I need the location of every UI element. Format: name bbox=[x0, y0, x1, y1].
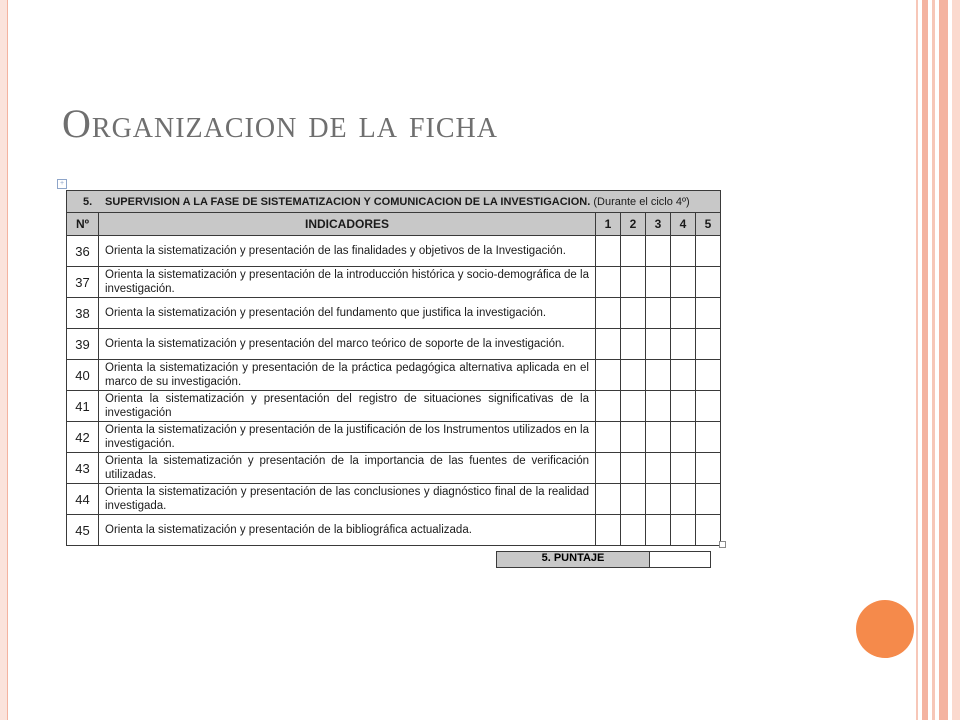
score-cell-4[interactable] bbox=[671, 298, 696, 329]
score-cell-1[interactable] bbox=[596, 329, 621, 360]
section-note: (Durante el ciclo 4º) bbox=[593, 195, 690, 208]
score-cell-2[interactable] bbox=[621, 360, 646, 391]
score-cell-5[interactable] bbox=[696, 391, 721, 422]
section-header-cell bbox=[67, 191, 721, 213]
score-cell-3[interactable] bbox=[646, 391, 671, 422]
score-cell-3[interactable] bbox=[646, 236, 671, 267]
section-header-row bbox=[67, 191, 721, 213]
row-number: 43 bbox=[67, 453, 99, 484]
score-cell-4[interactable] bbox=[671, 267, 696, 298]
score-cell-2[interactable] bbox=[621, 422, 646, 453]
score-cell-3[interactable] bbox=[646, 298, 671, 329]
score-cell-1[interactable] bbox=[596, 422, 621, 453]
score-cell-1[interactable] bbox=[596, 298, 621, 329]
row-number: 42 bbox=[67, 422, 99, 453]
score-cell-5[interactable] bbox=[696, 267, 721, 298]
score-cell-5[interactable] bbox=[696, 298, 721, 329]
table-row bbox=[67, 484, 721, 515]
table-row bbox=[67, 453, 721, 484]
indicator-text: Orienta la sistematización y presentación de la bibliográfica actualizada. bbox=[99, 515, 596, 546]
indicator-text: Orienta la sistematización y presentación de la introducción histórica y socio-demográfica de la investigación. bbox=[99, 267, 596, 298]
indicator-text: Orienta la sistematización y presentación de la importancia de las fuentes de verificación utilizadas. bbox=[99, 453, 596, 484]
indicator-text: Orienta la sistematización y presentación del marco teórico de soporte de la investigación. bbox=[99, 329, 596, 360]
column-header-score-5: 5 bbox=[696, 213, 721, 236]
column-header-score-3: 3 bbox=[646, 213, 671, 236]
table-move-handle-icon[interactable]: + bbox=[57, 179, 67, 189]
orange-circle-decoration bbox=[856, 600, 914, 658]
row-number: 45 bbox=[67, 515, 99, 546]
score-cell-5[interactable] bbox=[696, 360, 721, 391]
column-header-score-1: 1 bbox=[596, 213, 621, 236]
section-title: SUPERVISION A LA FASE DE SISTEMATIZACION Y COMUNICACION DE LA INVESTIGACION. bbox=[105, 195, 591, 208]
indicator-text: Orienta la sistematización y presentación del fundamento que justifica la investigación. bbox=[99, 298, 596, 329]
column-header-number: Nº bbox=[67, 213, 99, 236]
score-cell-2[interactable] bbox=[621, 515, 646, 546]
score-cell-1[interactable] bbox=[596, 236, 621, 267]
table-row bbox=[67, 267, 721, 298]
indicator-text: Orienta la sistematización y presentación de las finalidades y objetivos de la Investigación. bbox=[99, 236, 596, 267]
table-row bbox=[67, 236, 721, 267]
score-cell-2[interactable] bbox=[621, 391, 646, 422]
column-header-row bbox=[67, 213, 721, 236]
score-cell-4[interactable] bbox=[671, 515, 696, 546]
left-border-decoration bbox=[0, 0, 8, 720]
table-row bbox=[67, 329, 721, 360]
score-cell-3[interactable] bbox=[646, 453, 671, 484]
score-cell-1[interactable] bbox=[596, 484, 621, 515]
row-number: 39 bbox=[67, 329, 99, 360]
puntaje-label: 5. PUNTAJE bbox=[497, 552, 650, 568]
score-cell-1[interactable] bbox=[596, 391, 621, 422]
score-cell-2[interactable] bbox=[621, 329, 646, 360]
slide-title: Organizacion de la ficha bbox=[62, 101, 498, 146]
column-header-score-4: 4 bbox=[671, 213, 696, 236]
puntaje-value-cell[interactable] bbox=[650, 552, 711, 568]
score-cell-5[interactable] bbox=[696, 329, 721, 360]
score-cell-4[interactable] bbox=[671, 484, 696, 515]
score-cell-3[interactable] bbox=[646, 329, 671, 360]
score-cell-1[interactable] bbox=[596, 360, 621, 391]
row-number: 41 bbox=[67, 391, 99, 422]
score-cell-1[interactable] bbox=[596, 267, 621, 298]
row-number: 40 bbox=[67, 360, 99, 391]
table-row bbox=[67, 298, 721, 329]
table-row bbox=[67, 391, 721, 422]
score-cell-1[interactable] bbox=[596, 515, 621, 546]
row-number: 36 bbox=[67, 236, 99, 267]
table-row bbox=[67, 422, 721, 453]
section-number: 5. bbox=[83, 195, 93, 208]
indicator-text: Orienta la sistematización y presentación del registro de situaciones significativas de la investigación bbox=[99, 391, 596, 422]
table-row bbox=[67, 360, 721, 391]
score-cell-5[interactable] bbox=[696, 453, 721, 484]
score-cell-3[interactable] bbox=[646, 515, 671, 546]
score-cell-3[interactable] bbox=[646, 360, 671, 391]
column-header-indicadores: INDICADORES bbox=[99, 213, 596, 236]
score-cell-4[interactable] bbox=[671, 360, 696, 391]
table-resize-handle[interactable] bbox=[719, 541, 726, 548]
score-cell-5[interactable] bbox=[696, 484, 721, 515]
score-cell-4[interactable] bbox=[671, 391, 696, 422]
table-row bbox=[67, 515, 721, 546]
row-number: 44 bbox=[67, 484, 99, 515]
score-cell-2[interactable] bbox=[621, 298, 646, 329]
row-number: 37 bbox=[67, 267, 99, 298]
score-cell-2[interactable] bbox=[621, 236, 646, 267]
evaluation-table bbox=[66, 190, 721, 546]
row-number: 38 bbox=[67, 298, 99, 329]
right-stripes-decoration bbox=[916, 0, 960, 720]
score-cell-1[interactable] bbox=[596, 453, 621, 484]
score-cell-3[interactable] bbox=[646, 267, 671, 298]
score-cell-5[interactable] bbox=[696, 515, 721, 546]
score-cell-5[interactable] bbox=[696, 422, 721, 453]
score-cell-3[interactable] bbox=[646, 484, 671, 515]
score-cell-3[interactable] bbox=[646, 422, 671, 453]
score-cell-4[interactable] bbox=[671, 422, 696, 453]
indicator-text: Orienta la sistematización y presentación de la justificación de los Instrumentos utilizados en la investigación. bbox=[99, 422, 596, 453]
puntaje-table bbox=[496, 551, 711, 568]
indicator-text: Orienta la sistematización y presentación de las conclusiones y diagnóstico final de la realidad investigada. bbox=[99, 484, 596, 515]
score-cell-2[interactable] bbox=[621, 484, 646, 515]
score-cell-4[interactable] bbox=[671, 329, 696, 360]
indicator-text: Orienta la sistematización y presentación de la práctica pedagógica alternativa aplicada en el marco de su investigación. bbox=[99, 360, 596, 391]
score-cell-2[interactable] bbox=[621, 453, 646, 484]
column-header-score-2: 2 bbox=[621, 213, 646, 236]
score-cell-4[interactable] bbox=[671, 453, 696, 484]
score-cell-5[interactable] bbox=[696, 236, 721, 267]
score-cell-2[interactable] bbox=[621, 267, 646, 298]
score-cell-4[interactable] bbox=[671, 236, 696, 267]
